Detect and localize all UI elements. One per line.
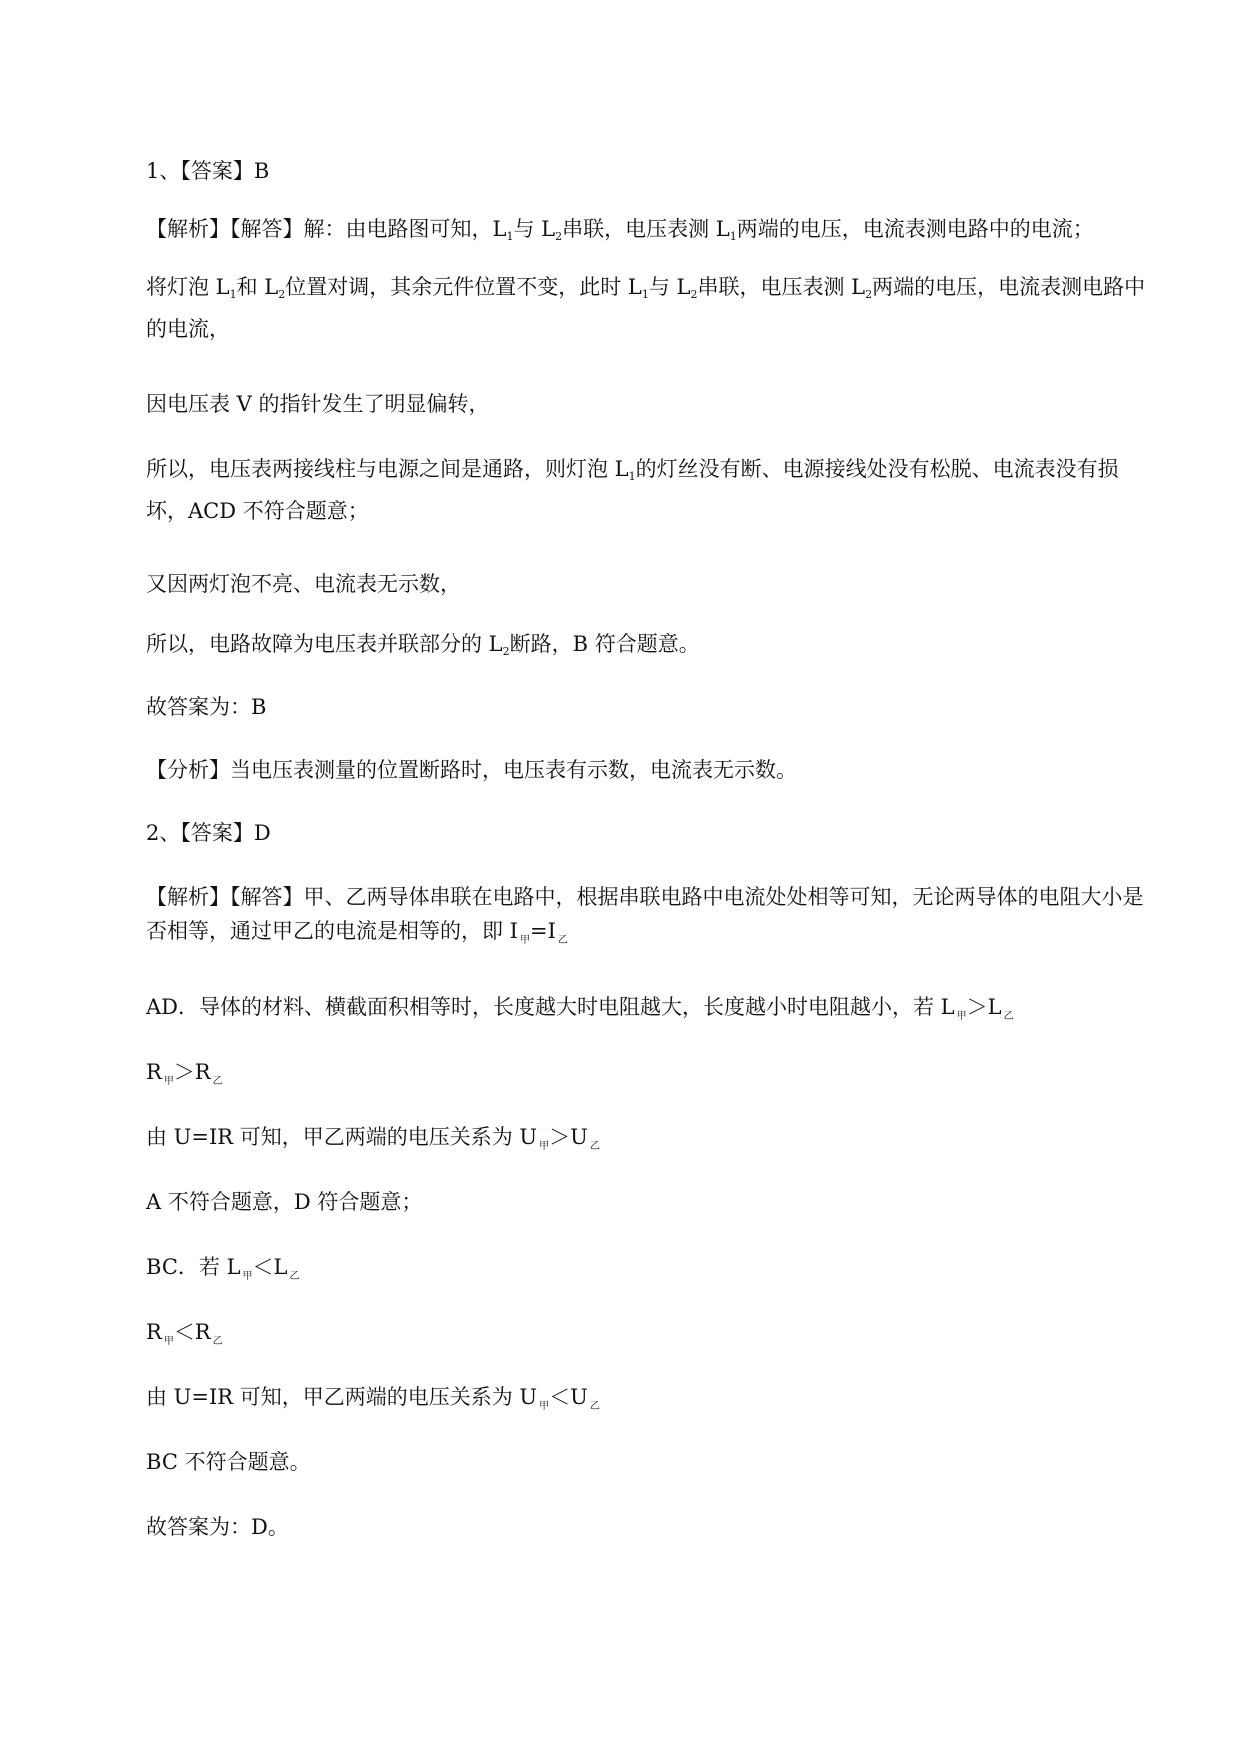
q1-final-answer: 故答案为：B (146, 695, 267, 719)
text-run: ＞U (549, 1125, 588, 1149)
text-run: 所以，电路故障为电压表并联部分的 L (146, 632, 503, 656)
text-run: 与 L (513, 217, 556, 241)
subscript: 甲 (539, 1141, 550, 1152)
q2-u-relation-1 (146, 1120, 1156, 1164)
q2-r-relation-2 (146, 1315, 1156, 1359)
text-run: 断路，B 符合题意。 (509, 632, 700, 656)
text-run: 串联，电压表测 L (697, 275, 866, 299)
text-run: 【解析】【解答】甲、乙两导体串联在电路中，根据串联电路中电流处处相等可知，无论两导体的电阻大小是否相等，通过甲乙的电流是相等的，即 I (146, 885, 1144, 943)
subscript: 乙 (589, 1401, 600, 1412)
subscript: 甲 (539, 1401, 550, 1412)
q1-analysis-line-5: 又因两灯泡不亮、电流表无示数， (146, 572, 461, 596)
text-run: ＜L (252, 1255, 288, 1279)
subscript: 甲 (163, 1336, 174, 1347)
q2-r-relation-1 (146, 1055, 1156, 1099)
text-run: 将灯泡 L (146, 275, 230, 299)
q2-conclusion-ad: A 不符合题意，D 符合题意； (146, 1190, 423, 1214)
subscript: 2 (278, 288, 286, 301)
subscript: 乙 (212, 1336, 223, 1347)
text-run: 由 U=IR 可知，甲乙两端的电压关系为 U (146, 1125, 538, 1149)
text-run: 的灯丝没有断、电源接线处没有松脱、电流表没有损坏，ACD 不符合题意； (146, 457, 1119, 523)
q2-answer: 2、【答案】D (146, 821, 271, 845)
subscript: 1 (641, 288, 649, 301)
subscript: 乙 (212, 1076, 223, 1087)
text-run: 位置对调，其余元件位置不变，此时 L (285, 275, 642, 299)
subscript: 乙 (1003, 1011, 1014, 1022)
q2-analysis-line-1 (146, 880, 1156, 958)
subscript: 甲 (519, 935, 530, 946)
text-run: R (146, 1060, 162, 1084)
q2-option-ad (146, 990, 1156, 1034)
text-run: 和 L (236, 275, 279, 299)
subscript: 2 (690, 288, 698, 301)
subscript: 乙 (289, 1271, 300, 1282)
text-run: 两端的电压，电流表测电路中的电流； (736, 217, 1094, 241)
subscript: 1 (229, 288, 237, 301)
q2-option-bc (146, 1250, 1156, 1294)
q1-analysis-line-4 (146, 452, 1156, 528)
q1-analysis-line-1 (146, 212, 1156, 254)
q1-analysis-line-6 (146, 627, 1156, 669)
text-run: BC．若 L (146, 1255, 241, 1279)
subscript: 2 (865, 288, 873, 301)
q2-u-relation-2 (146, 1380, 1156, 1424)
q1-answer: 1、【答案】B (146, 159, 270, 183)
text-run: ＞L (966, 995, 1002, 1019)
subscript: 甲 (956, 1011, 967, 1022)
text-run: AD．导体的材料、横截面积相等时，长度越大时电阻越大，长度越小时电阻越小，若 L (146, 995, 955, 1019)
q1-analysis-line-3: 因电压表 V 的指针发生了明显偏转， (146, 392, 490, 416)
text-run: ＞R (173, 1060, 211, 1084)
q1-analysis-summary: 【分析】当电压表测量的位置断路时，电压表有示数，电流表无示数。 (146, 758, 797, 782)
text-run: =I (529, 919, 556, 943)
text-run: 串联，电压表测 L (562, 217, 730, 241)
text-run: ＜R (173, 1320, 211, 1344)
text-run: ＜U (549, 1385, 588, 1409)
text-run: 【解析】【解答】解：由电路图可知，L (146, 217, 507, 241)
q2-final-answer: 故答案为：D。 (146, 1515, 289, 1539)
text-run: 与 L (648, 275, 691, 299)
subscript: 2 (555, 230, 563, 243)
text-run: 两端的电压，电流表测电路中的电流， (146, 275, 1146, 341)
subscript: 1 (628, 470, 636, 483)
subscript: 甲 (242, 1271, 253, 1282)
q1-analysis-line-2 (146, 270, 1156, 346)
subscript: 1 (506, 230, 514, 243)
subscript: 乙 (589, 1141, 600, 1152)
text-run: 由 U=IR 可知，甲乙两端的电压关系为 U (146, 1385, 538, 1409)
text-run: 所以，电压表两接线柱与电源之间是通路，则灯泡 L (146, 457, 629, 481)
subscript: 2 (502, 645, 510, 658)
text-run: R (146, 1320, 162, 1344)
subscript: 乙 (557, 935, 568, 946)
q2-conclusion-bc: BC 不符合题意。 (146, 1450, 311, 1474)
subscript: 甲 (163, 1076, 174, 1087)
subscript: 1 (729, 230, 737, 243)
